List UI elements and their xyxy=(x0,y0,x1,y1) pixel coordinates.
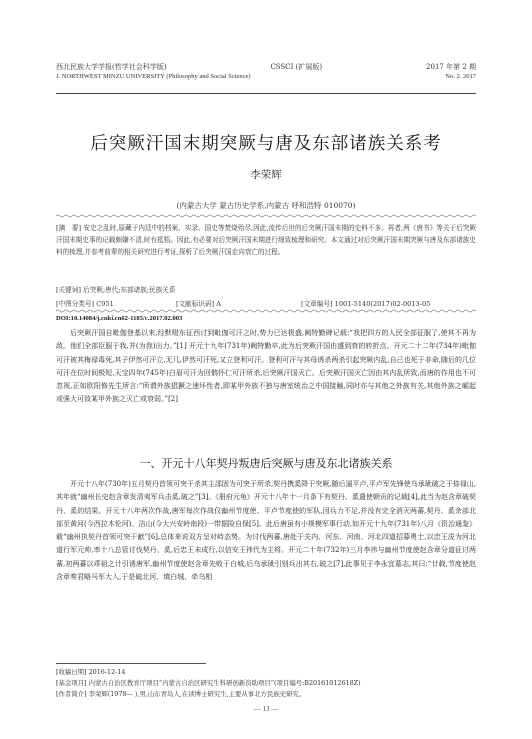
journal-name-cn: 西北民族大学学报(哲学社会科学版) xyxy=(56,63,167,71)
section-heading: 一、开元十八年契丹叛唐后突厥与唐及东北诸族关系 xyxy=(139,457,393,470)
keywords-text: 后突厥;唐代;东部诸族;民族关系 xyxy=(83,286,176,294)
author-name: 李荣辉 xyxy=(250,169,282,181)
footnote-received: [收稿日期] 2016-12-14 xyxy=(56,668,126,676)
footnote-author-bio: [作者简介] 李荣辉(1978— ),男,山东青岛人,在读博士研究生,主要从事北方民族史研究。 xyxy=(56,690,306,698)
wavy-divider-top xyxy=(56,214,476,218)
header-rule xyxy=(56,93,476,94)
intro-paragraph: 后突厥汗国自毗伽登基以来,经默啜东征西讨到毗伽可汗之时,势力已达极盛,阙特勤碑记载:“我把四方的人民全部征服了,使其不再为敌。他们全部臣服于我,并(为我)出力。”[1] 开元十九年(731年)阙特勤卒,此为后突厥汗国由盛到衰的转折点。开元二十二年(734年)毗伽可汗被其梅禄毒死,其子伊然可汗立,无几,伊然可汗死,又立登利可汗。登利可汗与其母诱杀两杀引起突厥内乱,自己也死于非命,随后的几位可汗在位时间极短,天宝四年(745年)白眉可汗为回鹘怀仁可汗所杀,后突厥汗国灭亡。后突厥汗国灭亡因由其内乱所致,而唐的作用也不可忽视,正如欧阳修先生所言:“所谓外族猖獗之速坏性者,即某甲外族不独与唐室统治之中国接触,同时亦与其他之外族有关,其他外族之崛起或强大可致某甲外族之灭亡或衰弱。”[2] xyxy=(56,329,476,404)
classification-line xyxy=(56,298,476,308)
abstract xyxy=(56,222,476,258)
abstract-label: [摘 要] xyxy=(56,224,82,232)
document-code: [文献标识码] A xyxy=(176,300,221,308)
issue-en: No. 2. 2017 xyxy=(445,73,476,80)
keywords xyxy=(56,284,476,294)
page-number: — 13 — xyxy=(253,705,279,713)
footnote-funding: [基金项目] 内蒙古自治区教育厅项目“内蒙古自治区研究生科研创新资助项目”(项目编号:B20161012618Z) xyxy=(56,679,361,687)
wavy-divider-bottom xyxy=(56,309,476,313)
abstract-text: 安史之乱时,原藏于内廷中的档案、实录、国史等焚烧殆尽,因此,流传后世的后突厥汗国末期的史料不多。再者,两《唐书》等关于后突厥汗国末期史事的记载颇嫌不清,时有抵牾。因此,有必要对后突厥汗国末期进行细致梳理和研究。本文通过对后突厥汗国末期突厥与唐及东部诸族史料的梳理,并参考前辈的相关研究进行考证,探析了后突厥汗国走向衰亡的过程。 xyxy=(56,224,476,256)
keywords-label: [关键词] xyxy=(56,286,81,294)
paper-title: 后突厥汗国末期突厥与唐及东部诸族关系考 xyxy=(90,134,442,154)
index-tag: CSSCI (扩展版) xyxy=(270,63,323,71)
section-paragraph: 开元十八年(730年)五月契丹首领可突干杀其主邵固为可突于所杀,契丹携奚降于突厥,随后逼平卢,平卢军先锋使乌承玼破之于捺禄山,其年就“幽州长史赵含章发清夷军兵击奚,破之”[3]。《册府元龟》开元十八年十一月条下有契丹、奚遣使朝贡的记载[4],此当为赵含章破契丹、奚的结果。开元十八年两次作战,唐军每次作战仅幽州节度使、平卢节度使的军队,因兵力不足,并没有完全消灭两蕃,契丹、奚余部北部至黄河(今西拉木伦河)、洁山(今大兴安岭南段)一带据险自保[5]。此后唐虽有小规模军事行动,如开元十九年(731年)八月《资治通鉴》载“幽州执契丹首领可突干献”[6],总体来说双方呈对峙态势。为讨伐两蕃,唐赴于关内、河东、河南、河北四道招募勇士,以忠王浚为河北道行军元帅,率十八总管讨伐契丹、奚,后忠王未成行,以信安王祎代为主将。开元二十年(732年)三月李祎与幽州节度使赵含章分道征讨两蕃,初两蕃以乖祖之计引诱唐军,幽州节度使赵含章先败于白城,后乌承玼引别兵出其右,破之[7],此事见于李永宜墓志,其曰:“廿载,节度使赵含章奏君略马军大入,于是破北河、填白城、牵乌相 xyxy=(56,480,476,582)
footnote-rule xyxy=(56,663,206,664)
author-affiliation: (内蒙古大学 蒙古历史学系,内蒙古 呼和浩特 010070) xyxy=(176,201,356,210)
issue-cn: 2017 年第 2 期 xyxy=(426,63,476,71)
running-header xyxy=(56,62,476,82)
journal-name-en: J. NORTHWEST MINZU UNIVERSITY (Philosophy and Social Science) xyxy=(56,73,251,80)
article-number: [文章编号] 1001-5140(2017)02-0013-05 xyxy=(301,300,431,308)
footnotes xyxy=(56,667,476,700)
doi: DOI:10.14084/j.cnki.cn62-1185/c.2017.02.003 xyxy=(56,315,183,322)
clc-code: [中图分类号] C951 xyxy=(56,300,114,308)
